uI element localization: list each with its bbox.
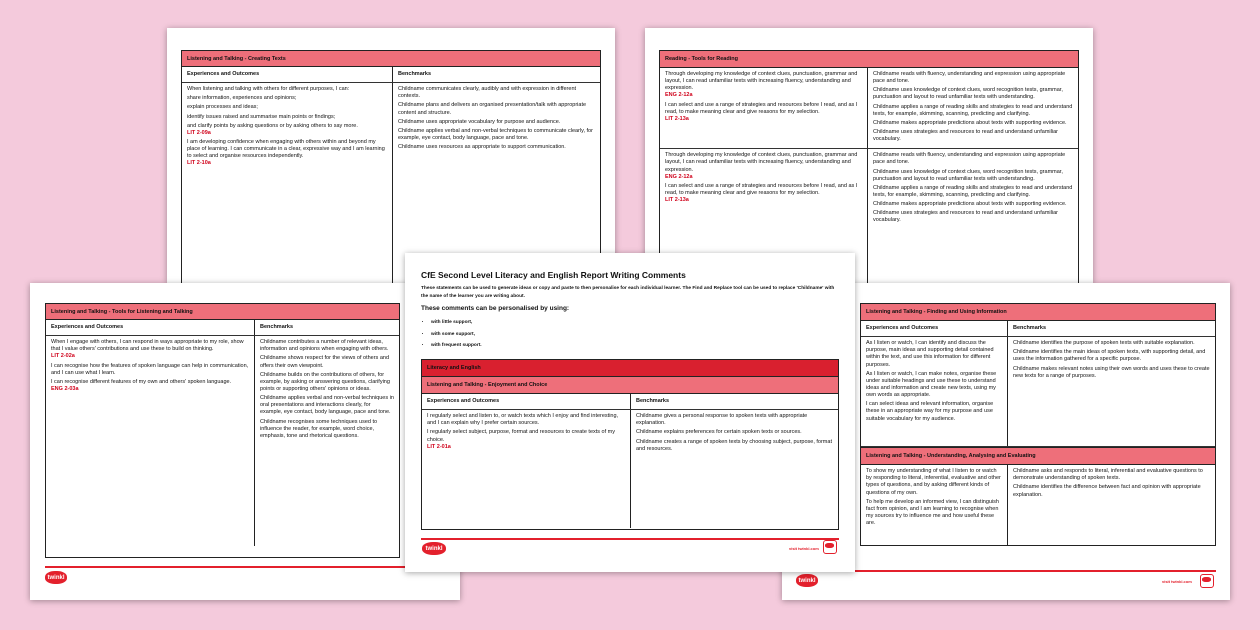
- table: [181, 50, 601, 283]
- text: Childname asks and responds to literal, inferential and evaluative questions to demonstrate understanding of spoken texts.: [1013, 468, 1203, 482]
- page-tools-for-reading: [645, 28, 1093, 283]
- outcome-code: LIT 2-13a: [665, 197, 689, 204]
- text: I regularly select subject, purpose, format and resources to create texts of my choice.: [427, 429, 616, 443]
- text: Childname makes appropriate predictions about texts with supporting evidence.: [873, 201, 1067, 208]
- exp-cell: [861, 337, 1007, 446]
- exp-cell: [660, 68, 867, 148]
- exp-cell: [422, 410, 630, 528]
- outcome-code: ENG 2-12a: [665, 92, 693, 99]
- text: Childname builds on the contributions of others, for example, by asking or answering questions, clarifying points or supporting others' opinions or ideas.: [260, 371, 390, 392]
- col-header-bench: Benchmarks: [254, 320, 399, 335]
- outcome-code: LIT 2-13a: [665, 115, 689, 122]
- text: I can select ideas and relevant information, organise these in an appropriate way for my purpose and use suitable vocabulary for my audience.: [866, 401, 994, 422]
- exp-cell: [46, 336, 254, 546]
- outcome-code: LIT 2-01a: [427, 443, 451, 450]
- section-band: Listening and Talking - Finding and Using Information: [861, 304, 1215, 321]
- text: I am developing confidence when engaging with others within and beyond my place of learning. I can communicate in a clear, expressive way and I am learning to select and organise resources independently.: [187, 138, 385, 160]
- text: Childname makes appropriate predictions about texts with supporting evidence.: [873, 119, 1067, 126]
- text: Childname applies a range of reading skills and strategies to read and understand texts, for example, skimming, scanning, predicting and clarifying.: [873, 103, 1073, 117]
- text: Childname reads with fluency, understanding and expression using appropriate pace and tone.: [873, 152, 1066, 166]
- text: explain processes and ideas;: [187, 104, 258, 111]
- text: Childname applies verbal and non-verbal techniques to communicate clearly, for example, eye contact, body language, pace and tone.: [398, 127, 593, 141]
- col-header-exp: Experiences and Outcomes: [427, 398, 500, 404]
- text: Childname reads with fluency, understanding and expression using appropriate pace and tone.: [873, 71, 1066, 85]
- outcome-code: LIT 2-10a: [187, 160, 211, 167]
- text: Through developing my knowledge of context clues, punctuation, grammar and layout, I can read unfamiliar texts with increasing fluency, understanding and expression.: [665, 152, 858, 173]
- text: Through developing my knowledge of context clues, punctuation, grammar and layout, I can read unfamiliar texts with increasing fluency, understanding and expression.: [665, 71, 858, 92]
- support-list: [431, 317, 482, 352]
- list-item: • with some support,: [431, 329, 482, 341]
- bench-cell: [867, 149, 1078, 283]
- table: [421, 359, 839, 530]
- text: Childname communicates clearly, audibly and with expression in different contexts.: [398, 86, 577, 100]
- text: As I listen or watch, I can identify and discuss the purpose, main ideas and supporting detail contained within the text, and use this information for different purposes.: [866, 340, 994, 368]
- text: When I engage with others, I can respond in ways appropriate to my role, show that I value others' contributions and use these to build on thinking.: [51, 339, 244, 353]
- text: Childname uses strategies and resources to read and understand unfamiliar vocabulary.: [873, 128, 1058, 143]
- page-main-cover: [405, 253, 855, 572]
- text: Childname contributes a number of relevant ideas, information and opinions when engaging with others.: [260, 339, 389, 353]
- text: identify issues raised and summarise main points or findings;: [187, 113, 336, 120]
- text: Childname identifies the purpose of spoken texts with suitable explanation.: [1013, 340, 1195, 347]
- text: I can select and use a range of strategies and resources before I read, and as I read, to make meaning clear and give reasons for my selection.: [665, 101, 858, 115]
- section-band: Listening and Talking - Tools for Listening and Talking: [46, 304, 399, 320]
- bench-cell: [867, 68, 1078, 148]
- footer-line: [421, 538, 839, 540]
- text: share information, experiences and opinions;: [187, 95, 297, 102]
- section-band: Listening and Talking - Understanding, Analysing and Evaluating: [861, 447, 1215, 465]
- text: I can recognise how the features of spoken language can help in communication, and I can use what I learn.: [51, 362, 249, 376]
- text: To show my understanding of what I listen to or watch by responding to literal, inferential, evaluative and other types of questions, and by asking different kinds of questions of my own.: [866, 468, 1001, 496]
- website-url: visit twinkl.com: [1162, 579, 1192, 584]
- text: Childname uses knowledge of context clues, word recognition tests, grammar, punctuation and layout to read unfamiliar texts with understanding.: [873, 87, 1063, 101]
- list-item: • with little support,: [431, 317, 482, 329]
- section-band: Reading - Tools for Reading: [660, 51, 1078, 68]
- text: Childname uses strategies and resources to read and understand unfamiliar vocabulary.: [873, 210, 1058, 224]
- text: I can select and use a range of strategies and resources before I read, and as I read, to make meaning clear and give reasons for my selection.: [665, 182, 858, 196]
- section-band: Listening and Talking - Creating Texts: [182, 51, 600, 67]
- page-title: CfE Second Level Literacy and English Report Writing Comments: [421, 270, 686, 280]
- outcome-code: ENG 2-12a: [665, 173, 693, 180]
- text: Childname creates a range of spoken texts by choosing subject, purpose, format and resources.: [636, 438, 832, 452]
- twinkl-logo: twinkl: [796, 574, 818, 587]
- col-header-bench: Benchmarks: [1007, 321, 1215, 336]
- website-url: visit twinkl.com: [789, 546, 819, 551]
- col-header-exp: Experiences and Outcomes: [866, 325, 939, 331]
- bench-cell: [254, 336, 399, 546]
- subheading: These comments can be personalised by using:: [421, 305, 570, 312]
- twinkl-logo: twinkl: [422, 542, 446, 555]
- text: To help me develop an informed view, I can distinguish fact from opinion, and I am learning to recognise when my sources try to influence me and how useful these are.: [866, 498, 999, 527]
- col-header-exp: Experiences and Outcomes: [187, 71, 260, 77]
- text: Childname identifies the main ideas of spoken texts, with supporting detail, and uses the information gathered for a specific purpose.: [1013, 349, 1206, 363]
- exp-cell: [182, 83, 392, 283]
- intro-text: These statements can be used to generate ideas or copy and paste to then personalise for each individual learner. The Find and Replace tool can be used to replace 'Childname' with the name of the learner you are writing about.: [421, 286, 835, 299]
- col-header-exp: Experiences and Outcomes: [51, 324, 124, 330]
- table: [45, 303, 400, 558]
- text: Childname gives a personal response to spoken texts with appropriate explanation.: [636, 413, 808, 427]
- text: As I listen or watch, I can make notes, organise these under suitable headings and use these to understand ideas and information and create new texts, using my own words as appropriate.: [866, 370, 997, 399]
- twinkl-badge-icon: [823, 540, 837, 554]
- text: Childname identifies the difference between fact and opinion with appropriate explanation.: [1013, 484, 1201, 498]
- page-creating-texts: [167, 28, 615, 283]
- text: Childname plans and delivers an organised presentation/talk with appropriate content and structure.: [398, 102, 587, 116]
- outcome-code: LIT 2-09a: [187, 129, 211, 136]
- exp-cell: [861, 465, 1007, 545]
- twinkl-badge-icon: [1200, 574, 1214, 588]
- text: Childname makes relevant notes using their own words and uses these to create new texts for a range of purposes.: [1013, 365, 1210, 379]
- footer-line: [45, 566, 460, 568]
- text: Childname recognises some techniques used to influence the reader, for example, word choice, emphasis, tone and rhetorical questions.: [260, 418, 378, 439]
- text: When listening and talking with others for different purposes, I can:: [187, 86, 350, 93]
- table: [860, 303, 1216, 546]
- text: Childname applies verbal and non-verbal techniques in oral presentations and interactions clearly, for example, eye contact, body language, pace and tone.: [260, 395, 394, 416]
- list-item: • with frequent support.: [431, 340, 482, 352]
- text: Childname uses knowledge of context clues, word recognition tests, grammar, punctuation and layout to read unfamiliar texts with understanding.: [873, 168, 1063, 182]
- text: Childname uses appropriate vocabulary for purpose and audience.: [398, 118, 561, 125]
- text: and clarify points by asking questions or by asking others to say more.: [187, 122, 358, 129]
- bench-cell: [630, 410, 838, 528]
- text: Childname applies a range of reading skills and strategies to read and understand texts, for example, skimming, scanning, predicting and clarifying.: [873, 184, 1073, 198]
- page-tools-for-listening: [30, 283, 460, 600]
- text: I can recognise different features of my own and others' spoken language.: [51, 378, 232, 385]
- outcome-code: ENG 2-03a: [51, 385, 79, 392]
- outcome-code: LIT 2-02a: [51, 353, 75, 360]
- section-band-main: Literacy and English: [422, 360, 838, 377]
- text: Childname explains preferences for certain spoken texts or sources.: [636, 429, 802, 436]
- table: [659, 50, 1079, 283]
- section-band: Listening and Talking - Enjoyment and Choice: [422, 377, 838, 394]
- col-header-bench: Benchmarks: [392, 67, 600, 82]
- col-header-bench: Benchmarks: [630, 394, 838, 409]
- text: Childname uses resources as appropriate to support communication.: [398, 144, 566, 151]
- text: Childname shows respect for the views of others and offers their own viewpoint.: [260, 355, 390, 369]
- bench-cell: [1007, 465, 1215, 545]
- text: I regularly select and listen to, or watch texts which I enjoy and find interesting, and I can explain why I prefer certain sources.: [427, 413, 619, 427]
- twinkl-logo: twinkl: [45, 571, 67, 584]
- bench-cell: [1007, 337, 1215, 446]
